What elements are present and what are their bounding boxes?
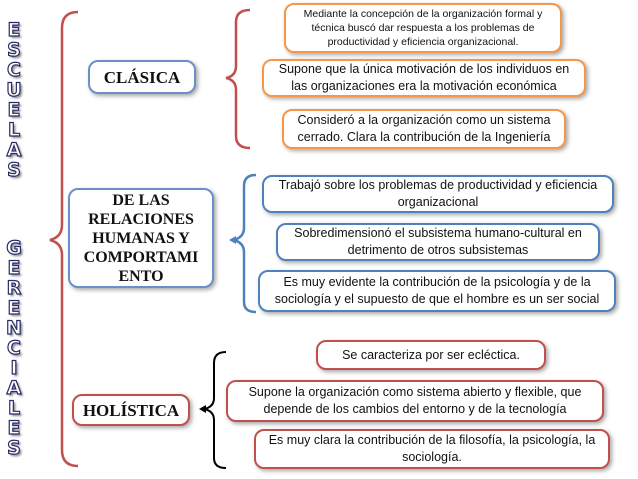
humanas-note-2 bbox=[276, 223, 600, 261]
humanas-note-1-text: Trabajó sobre los problemas de productividad y eficiencia organizacional bbox=[278, 178, 598, 209]
category-relaciones-humanas bbox=[68, 188, 214, 288]
holistica-note-2-text: Supone la organización como sistema abierto y flexible, que depende de los cambios del entorno y de la tecnología bbox=[248, 385, 582, 416]
humanas-note-2-text: Sobredimensionó el subsistema humano-cultural en detrimento de otros subsistemas bbox=[294, 226, 582, 257]
humanas-note-3-text: Es muy evidente la contribución de la psicología y de la sociología y el supuesto de que el hombre es un ser social bbox=[274, 275, 600, 306]
clasica-brace bbox=[226, 10, 250, 148]
clasica-note-2 bbox=[262, 59, 586, 97]
category-relaciones-humanas-label: DE LAS RELACIONES HUMANAS Y COMPORTAMI ENTO bbox=[83, 191, 199, 285]
holistica-note-3-text: Es muy clara la contribución de la filosofía, la psicología, la sociología. bbox=[268, 433, 596, 464]
humanas-note-3 bbox=[258, 270, 616, 312]
holistica-brace bbox=[204, 352, 226, 468]
clasica-note-2-text: Supone que la única motivación de los individuos en las organizaciones era la motivación económica bbox=[278, 62, 570, 93]
humanas-note-1 bbox=[262, 175, 614, 213]
category-clasica-label: CLÁSICA bbox=[103, 67, 181, 87]
holistica-note-1-text: Se caracteriza por ser ecléctica. bbox=[342, 347, 520, 362]
vertical-title-gerenciales: G E R E N C I A L E S bbox=[6, 237, 22, 459]
category-clasica bbox=[88, 60, 196, 94]
clasica-note-3-text: Consideró a la organización como un sistema cerrado. Clara la contribución de la Ingeniería bbox=[297, 113, 551, 144]
holistica-note-1 bbox=[316, 340, 546, 370]
holistica-arrow bbox=[199, 405, 206, 413]
clasica-note-3 bbox=[282, 109, 566, 149]
category-holistica-label: HOLÍSTICA bbox=[82, 400, 180, 420]
category-holistica bbox=[72, 394, 190, 426]
clasica-note-1-text: Mediante la concepción de la organización formal y técnica buscó dar respuesta a los problemas de productividad y eficiencia organizacional. bbox=[303, 8, 543, 48]
humanas-arrow bbox=[229, 236, 236, 244]
holistica-note-2 bbox=[226, 380, 604, 422]
humanas-brace bbox=[234, 175, 256, 312]
clasica-note-1 bbox=[284, 3, 562, 53]
holistica-note-3 bbox=[254, 429, 610, 469]
vertical-title-escuelas: E S C U E L A S bbox=[6, 19, 22, 181]
